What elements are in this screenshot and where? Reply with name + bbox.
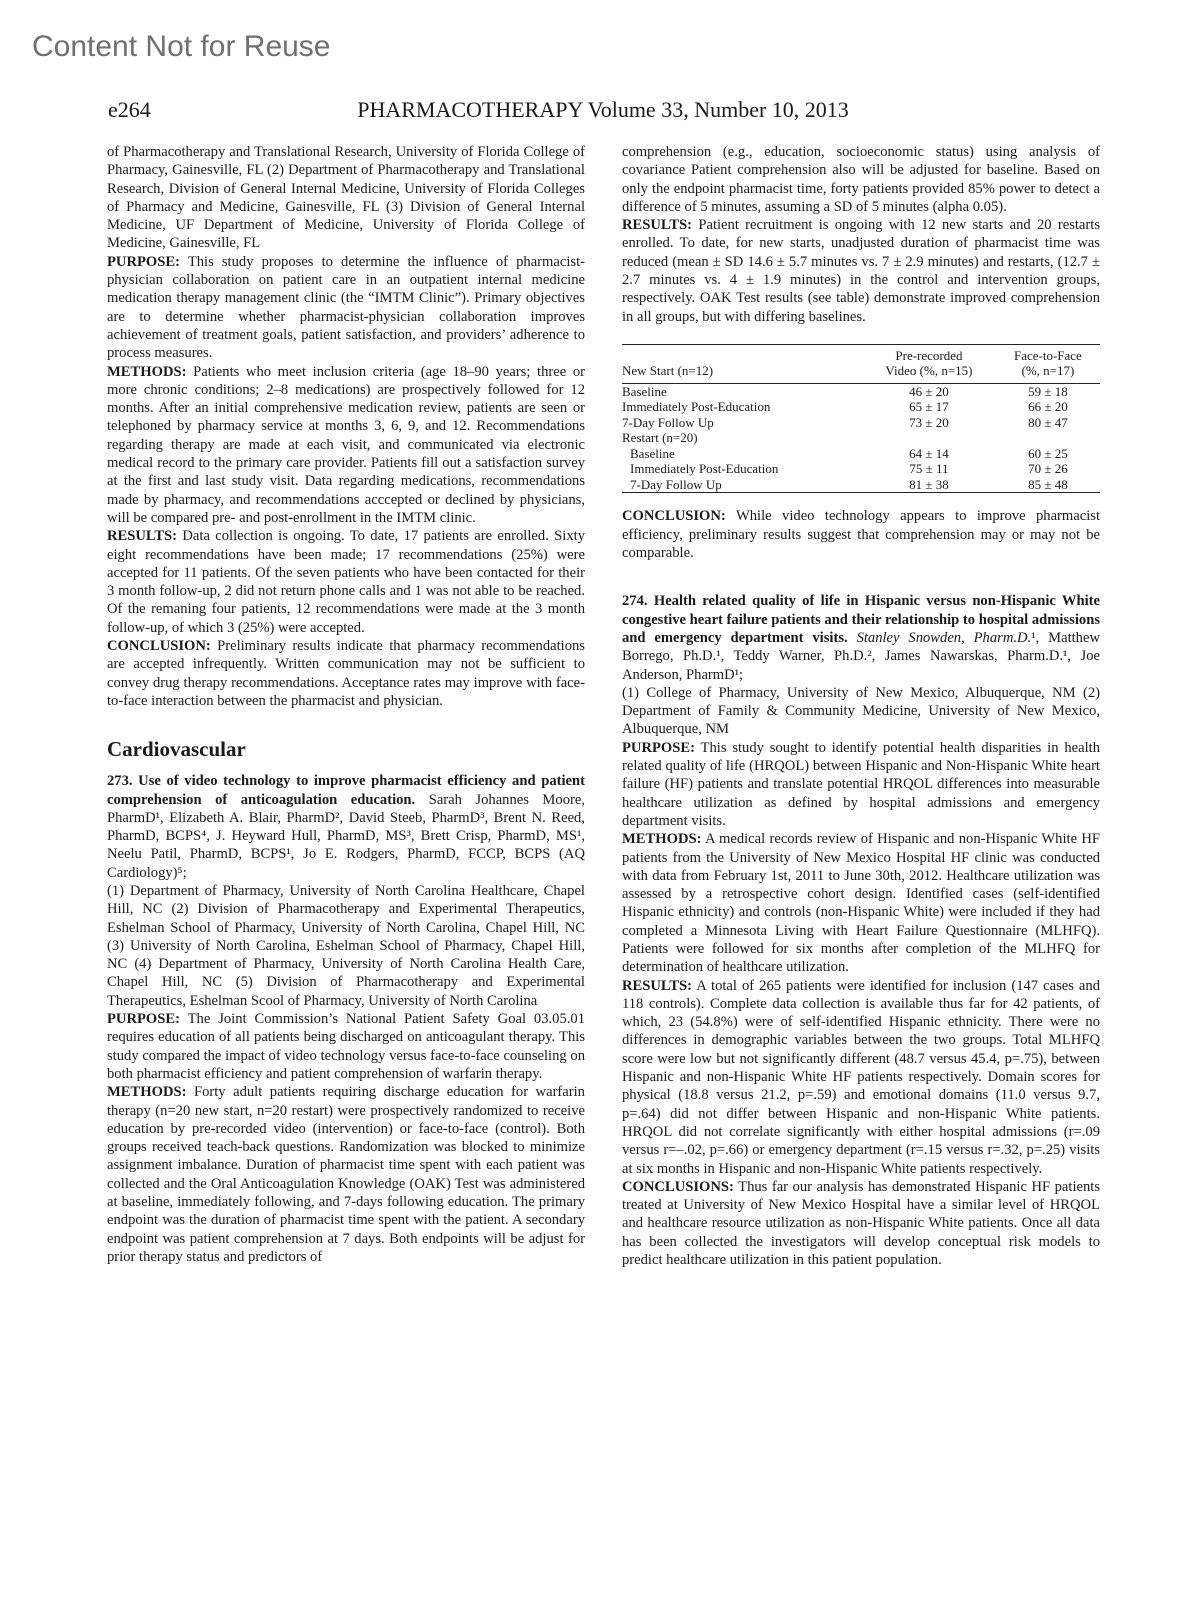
abstract-274-conclusions — [622, 1178, 1100, 1269]
abstract-272-conclusion — [107, 637, 585, 710]
abstract-273-methods — [107, 1083, 585, 1266]
face-value: 85 ± 48 — [1028, 476, 1068, 492]
abstract-274-header — [622, 592, 1100, 683]
purpose-label: PURPOSE: — [622, 739, 695, 756]
abstract-272-results — [107, 527, 585, 637]
results-text: Patient recruitment is ongoing with 12 new starts and 20 restarts enrolled. To date, for new starts, unadjusted duration of pharmacist time was reduced (mean ± SD 14.6 ± 5.7 minutes vs. 7 ± 2.9 minutes) and restarts, (12.7 ± 2.7 minutes vs. 4 ± 1.9 minutes) in the control and intervention groups, respectively. OAK Test results (see table) demonstrate improved comprehension in all groups, but with differing baselines. — [622, 217, 1101, 325]
conclusion-label: CONCLUSION: — [622, 508, 726, 525]
row-label: Restart (n=20) — [622, 430, 698, 446]
face-value — [996, 430, 1100, 446]
methods-text: Patients who meet inclusion criteria (age 18–90 years; three or more chronic conditions; 2–8 medications) are prospectively followed for 12 months. After an initial comprehensive medication review, patients are seen or telephoned by pharmacy service at months 3, 6, 9, and 12. Recommendations regarding therapy are made at each visit, and communicated via electronic medical record to the primary care provider. Patients fill out a satisfaction survey at the first and last study visit. Data regarding medications, recommendations made by pharmacy, and recommendations acccepted or declined by physicians, will be compared pre- and post-enrollment in the IMTM clinic. — [107, 363, 585, 526]
table-row — [622, 446, 1100, 462]
right-column — [622, 143, 1100, 1269]
face-value: 80 ± 47 — [1028, 414, 1068, 430]
abstract-273-affiliations: (1) Department of Pharmacy, University of North Carolina Healthcare, Chapel Hill, NC (2) Division of Pharmacotherapy and Experimental Therapeutics, Eshelman School of Pharmacy, University of North Carolina, Chapel Hill, NC (3) University of North Carolina, Eshelman School of Pharmacy, Chapel Hill, NC (4) Department of Pharmacy, University of North Carolina Health Care, Chapel Hill, NC (5) Division of Pharmacotherapy and Experimental Therapeutics, Eshelman Scool of Pharmacy, University of North Carolina — [107, 882, 585, 1009]
abstract-274-authors: ¹, Matthew Borrego, Ph.D.¹, Teddy Warner, Ph.D.², James Nawarskas, Pharm.D.¹, Joe Anderson, PharmD¹; — [622, 629, 1100, 683]
results-label: RESULTS: — [622, 217, 693, 234]
abstract-273-authors: Sarah Johannes Moore, PharmD¹, Elizabeth A. Blair, PharmD², David Steeb, PharmD³, Brent N. Reed, PharmD, BCPS⁴, J. Heyward Hull, PharmD, MS³, Brett Crisp, PharmD, MS¹, Neelu Patil, PharmD, BCPS¹, Jo E. Rodgers, PharmD, FCCP, BCPS (AQ Cardiology)⁵; — [107, 791, 585, 881]
methods-label: METHODS: — [622, 831, 702, 848]
video-value — [862, 430, 996, 446]
table-header-row — [622, 344, 1100, 383]
methods-label: METHODS: — [107, 363, 187, 380]
journal-running-head: PHARMACOTHERAPY Volume 33, Number 10, 2013 — [357, 97, 849, 122]
row-label: Immediately Post-Education — [622, 399, 771, 415]
conclusion-label: CONCLUSION: — [107, 638, 211, 655]
table-row — [622, 477, 1100, 493]
face-value: 59 ± 18 — [1028, 383, 1068, 399]
row-label: 7-Day Follow Up — [622, 414, 714, 430]
abstract-274-affiliations: (1) College of Pharmacy, University of New Mexico, Albuquerque, NM (2) Department of Family & Community Medicine, University of New Mexico, Albuquerque, NM — [622, 684, 1100, 738]
page-header — [108, 97, 1098, 125]
table-row — [622, 461, 1100, 477]
col-header-group: New Start (n=12) — [622, 363, 714, 379]
video-value: 64 ± 14 — [909, 445, 949, 461]
conclusions-text: Thus far our analysis has demonstrated Hispanic HF patients treated at University of New Mexico Hospital have a similar level of HRQOL and healthcare resource utilization as non-Hispanic White patients. Once all data has been collected the investigators will develop conceptual risk models to predict healthcare utilization in this patient population. — [622, 1178, 1101, 1269]
face-value: 60 ± 25 — [1028, 445, 1068, 461]
row-label: Baseline — [622, 383, 667, 399]
results-label: RESULTS: — [622, 977, 693, 994]
col-header-face-to-face: Face-to-Face (%, n=17) — [1013, 347, 1082, 379]
abstract-273-purpose — [107, 1010, 585, 1083]
abstract-273-results — [622, 216, 1100, 326]
video-value: 75 ± 11 — [909, 461, 949, 477]
abstract-272-purpose — [107, 253, 585, 363]
results-text: Data collection is ongoing. To date, 17 patients are enrolled. Sixty eight recommendations have been made; 17 recommendations (25%) were accepted for 11 patients. Of the seven patients who have been contacted for their 3 month follow-up, 2 did not return phone calls and 1 was not able to be reached. Of the remaning four patients, 12 recommendations were made at the 3 month follow-up, of which 3 (25%) were accepted. — [107, 528, 585, 636]
table-row — [622, 383, 1100, 399]
video-value: 65 ± 17 — [909, 399, 949, 415]
purpose-text: The Joint Commission’s National Patient Safety Goal 03.05.01 requires education of all patients being discharged on anticoagulant therapy. This study compared the impact of video technology versus face-to-face counseling on both pharmacist efficiency and patient comprehension of warfarin therapy. — [107, 1011, 585, 1082]
abstract-274-title: 274. Health related quality of life in Hispanic versus non-Hispanic White congestive heart failure patients and their relationship to hospital admissions and emergency department visits. — [622, 593, 1100, 646]
video-value: 73 ± 20 — [909, 414, 949, 430]
abstract-273-header — [107, 772, 585, 882]
abstract-274-purpose — [622, 739, 1100, 830]
conclusions-label: CONCLUSIONS: — [622, 1178, 734, 1195]
purpose-text: This study proposes to determine the influence of pharmacist-physician collaboration on patient care in an outpatient internal medicine medication therapy management clinic (the “IMTM Clinic”). Primary objectives are to determine whether pharmacist-physician collaboration improves achievement of treatment goals, patient satisfaction, and providers’ adherence to process measures. — [107, 253, 585, 362]
abstract-274-results — [622, 977, 1100, 1178]
video-value: 46 ± 20 — [909, 383, 949, 399]
row-label: 7-Day Follow Up — [630, 476, 722, 492]
conclusion-text: While video technology appears to improve pharmacist efficiency, preliminary results suggest that comprehension may or may not be comparable. — [622, 508, 1100, 562]
methods-text: A medical records review of Hispanic and non-Hispanic White HF patients from the University of New Mexico Hospital HF clinic was conducted with data from February 1st, 2011 to June 30th, 2012. Healthcare utilization was assessed by a retrospective cohort design. Identified cases (self-identified Hispanic ethnicity) and controls (non-Hispanic White) were included if they had completed a Minnesota Living with Heart Failure Questionnaire (MLHFQ). Patients were followed for six months after completion of the MLHFQ for determination of healthcare utilization. — [622, 831, 1100, 976]
table-row — [622, 399, 1100, 415]
table-row — [622, 415, 1100, 431]
oak-test-results-table — [622, 344, 1100, 494]
face-value: 66 ± 20 — [1028, 399, 1068, 415]
results-label: RESULTS: — [107, 528, 178, 545]
section-heading-cardiovascular: Cardiovascular — [107, 737, 246, 762]
methods-text: Forty adult patients requiring discharge education for warfarin therapy (n=20 new start, n=20 restart) were prospectively randomized to receive education by pre-recorded video (intervention) or face-to-face (control). Both groups received teach-back questions. Randomization was blocked to minimize assignment imbalance. Duration of pharmacist time spent with each patient was collected and the Oral Anticoagulation Knowledge (OAK) Test was administered at baseline, immediately following, and 7-days following education. The primary endpoint was the duration of pharmacist time spent with the patient. A secondary endpoint was patient comprehension at 7 days. Both endpoints will be adjust for prior therapy status and predictors of — [107, 1084, 585, 1265]
conclusion-text: Preliminary results indicate that pharmacy recommendations are accepted infrequently. Written communication may not be sufficient to convey drug therapy recommendations. Acceptance rates may improve with face-to-face interaction between the pharmacist and physician. — [107, 638, 585, 709]
left-column — [107, 143, 585, 1266]
abstract-272-affiliation-continued: of Pharmacotherapy and Translational Research, University of Florida College of Pharmacy, Gainesville, FL (2) Department of Pharmacotherapy and Translational Research, Division of General Internal Medicine, University of Florida Colleges of Pharmacy and Medicine, Gainesville, FL (3) Division of General Internal Medicine, UF Department of Medicine, University of Florida College of Medicine, Gainesville, FL — [107, 144, 585, 252]
face-value: 70 ± 26 — [1028, 461, 1068, 477]
purpose-label: PURPOSE: — [107, 1011, 180, 1028]
abstract-273-conclusion — [622, 507, 1100, 562]
abstract-274-first-author: Stanley Snowden, Pharm.D. — [856, 629, 1032, 646]
abstract-272-methods — [107, 363, 585, 528]
row-label: Baseline — [630, 445, 675, 461]
col-header-video: Pre-recorded Video (%, n=15) — [885, 347, 973, 379]
abstract-273-methods-continued: comprehension (e.g., education, socioeconomic status) using analysis of covariance Patient comprehension also will be adjusted for baseline. Based on only the endpoint pharmacist time, forty patients provided 85% power to detect a difference of 5 minutes, assuming a SD of 5 minutes (alpha 0.05). — [622, 144, 1100, 215]
purpose-label: PURPOSE: — [107, 253, 180, 270]
abstract-274-methods — [622, 830, 1100, 976]
spacer — [622, 562, 1100, 592]
row-label: Immediately Post-Education — [630, 461, 779, 477]
purpose-text: This study sought to identify potential health disparities in health related quality of life (HRQOL) between Hispanic and Non-Hispanic White heart failure (HF) patients and translate potential HRQOL differences into measurable healthcare utilization as defined by hospital admissions and emergency department visits. — [622, 739, 1100, 829]
methods-label: METHODS: — [107, 1084, 187, 1101]
video-value: 81 ± 38 — [909, 476, 949, 492]
abstract-273-title: 273. Use of video technology to improve pharmacist efficiency and patient comprehension of anticoagulation education. — [107, 773, 585, 808]
watermark: Content Not for Reuse — [32, 30, 331, 63]
results-text: A total of 265 patients were identified for inclusion (147 cases and 118 controls). Complete data collection is available thus far for 42 patients, of which, 23 (54.8%) were of self-identified Hispanic ethnicity. There were no differences in demographic variables between the two groups. Total MLHFQ score were low but not significantly different (48.7 versus 45.4, p=.75), between Hispanic and non-Hispanic White HF patients respectively. Domain scores for physical (18.8 versus 21.2, p=.59) and emotional domains (11.0 versus 9.7, p=.64) did not differ between Hispanic and non-Hispanic White patients. HRQOL did not correlate significantly with either hospital admissions (r=.09 versus r=–.02, p=.66) or emergency department (r=.15 versus r=.32, p=.25) visits at six months in Hispanic and non-Hispanic White patients respectively. — [622, 977, 1100, 1177]
table-row-group-heading — [622, 430, 1100, 446]
page-number: e264 — [108, 97, 151, 122]
